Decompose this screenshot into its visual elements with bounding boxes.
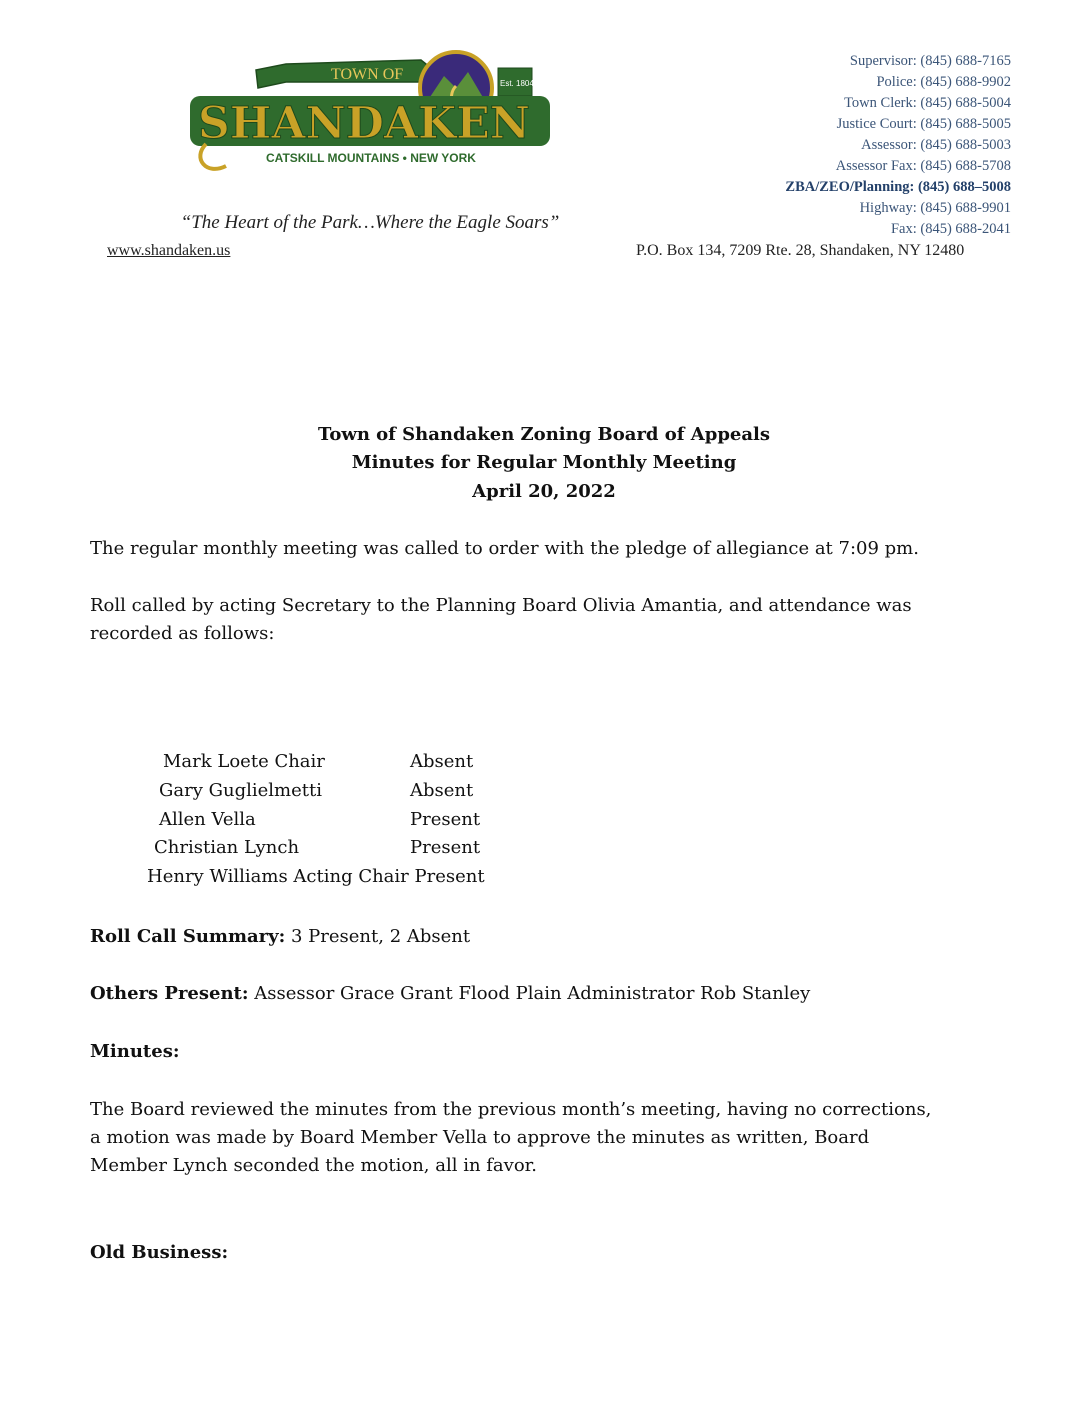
old-business-heading: Old Business: — [90, 1242, 229, 1263]
contact-line: Supervisor: (845) 688-7165 — [849, 53, 1011, 69]
roll-called-paragraph — [90, 592, 1010, 648]
contact-list — [785, 51, 1011, 240]
roll-status: Present — [410, 837, 481, 858]
minutes-line: The Board reviewed the minutes from the previous month’s meeting, having no corrections, — [90, 1099, 932, 1120]
roll-name: Henry Williams Acting Chair Present — [147, 866, 485, 887]
meeting-date: April 20, 2022 — [472, 481, 616, 502]
roll-name: Gary Guglielmetti — [159, 780, 322, 801]
town-logo — [186, 48, 554, 178]
roll-call-summary — [90, 923, 1010, 951]
contact-line: Assessor Fax: (845) 688-5708 — [835, 158, 1011, 174]
logo-subtitle-text: CATSKILL MOUNTAINS • NEW YORK — [266, 151, 476, 165]
contact-line: Fax: (845) 688-2041 — [890, 221, 1011, 237]
minutes-line: a motion was made by Board Member Vella to approve the minutes as written, Board — [90, 1127, 870, 1148]
logo-name-text: SHANDAKEN — [198, 98, 530, 149]
others-present — [90, 980, 1010, 1008]
roll-name: Christian Lynch — [154, 837, 300, 858]
roll-name: Allen Vella — [159, 809, 256, 830]
roll-called-line: recorded as follows: — [90, 623, 275, 644]
tagline: “The Heart of the Park…Where the Eagle Soars” — [180, 212, 560, 233]
roll-name: Mark Loete Chair — [163, 751, 325, 772]
logo-est-text: Est. 1804 — [500, 79, 534, 88]
contact-line: ZBA/ZEO/Planning: (845) 688–5008 — [785, 179, 1011, 195]
contact-line: Town Clerk: (845) 688-5004 — [844, 95, 1011, 111]
contact-line: Highway: (845) 688-9901 — [859, 200, 1011, 216]
document-title: Town of Shandaken Zoning Board of Appeals — [317, 424, 771, 445]
roll-status: Absent — [410, 780, 474, 801]
roll-status: Present — [410, 809, 481, 830]
others-present-label: Others Present: — [90, 983, 249, 1004]
contact-line: Police: (845) 688-9902 — [876, 74, 1011, 90]
logo-banner-text: TOWN OF — [331, 66, 404, 83]
roll-call-summary-label: Roll Call Summary: — [90, 926, 286, 947]
website-link[interactable]: www.shandaken.us — [107, 242, 231, 259]
call-to-order-paragraph: The regular monthly meeting was called to order with the pledge of allegiance at 7:09 pm. — [90, 538, 919, 559]
roll-call-summary-value: 3 Present, 2 Absent — [285, 926, 471, 947]
mailing-address: P.O. Box 134, 7209 Rte. 28, Shandaken, NY 12480 — [636, 242, 965, 259]
document-subtitle: Minutes for Regular Monthly Meeting — [351, 452, 737, 473]
roll-status: Absent — [410, 751, 474, 772]
minutes-heading: Minutes: — [90, 1041, 180, 1062]
minutes-paragraph — [90, 1096, 1010, 1180]
contact-line: Justice Court: (845) 688-5005 — [836, 116, 1011, 132]
others-present-value: Assessor Grace Grant Flood Plain Administrator Rob Stanley — [248, 983, 811, 1004]
contact-line: Assessor: (845) 688-5003 — [861, 137, 1011, 153]
roll-called-line: Roll called by acting Secretary to the Planning Board Olivia Amantia, and attendance was — [90, 595, 912, 616]
minutes-line: Member Lynch seconded the motion, all in favor. — [90, 1155, 538, 1176]
